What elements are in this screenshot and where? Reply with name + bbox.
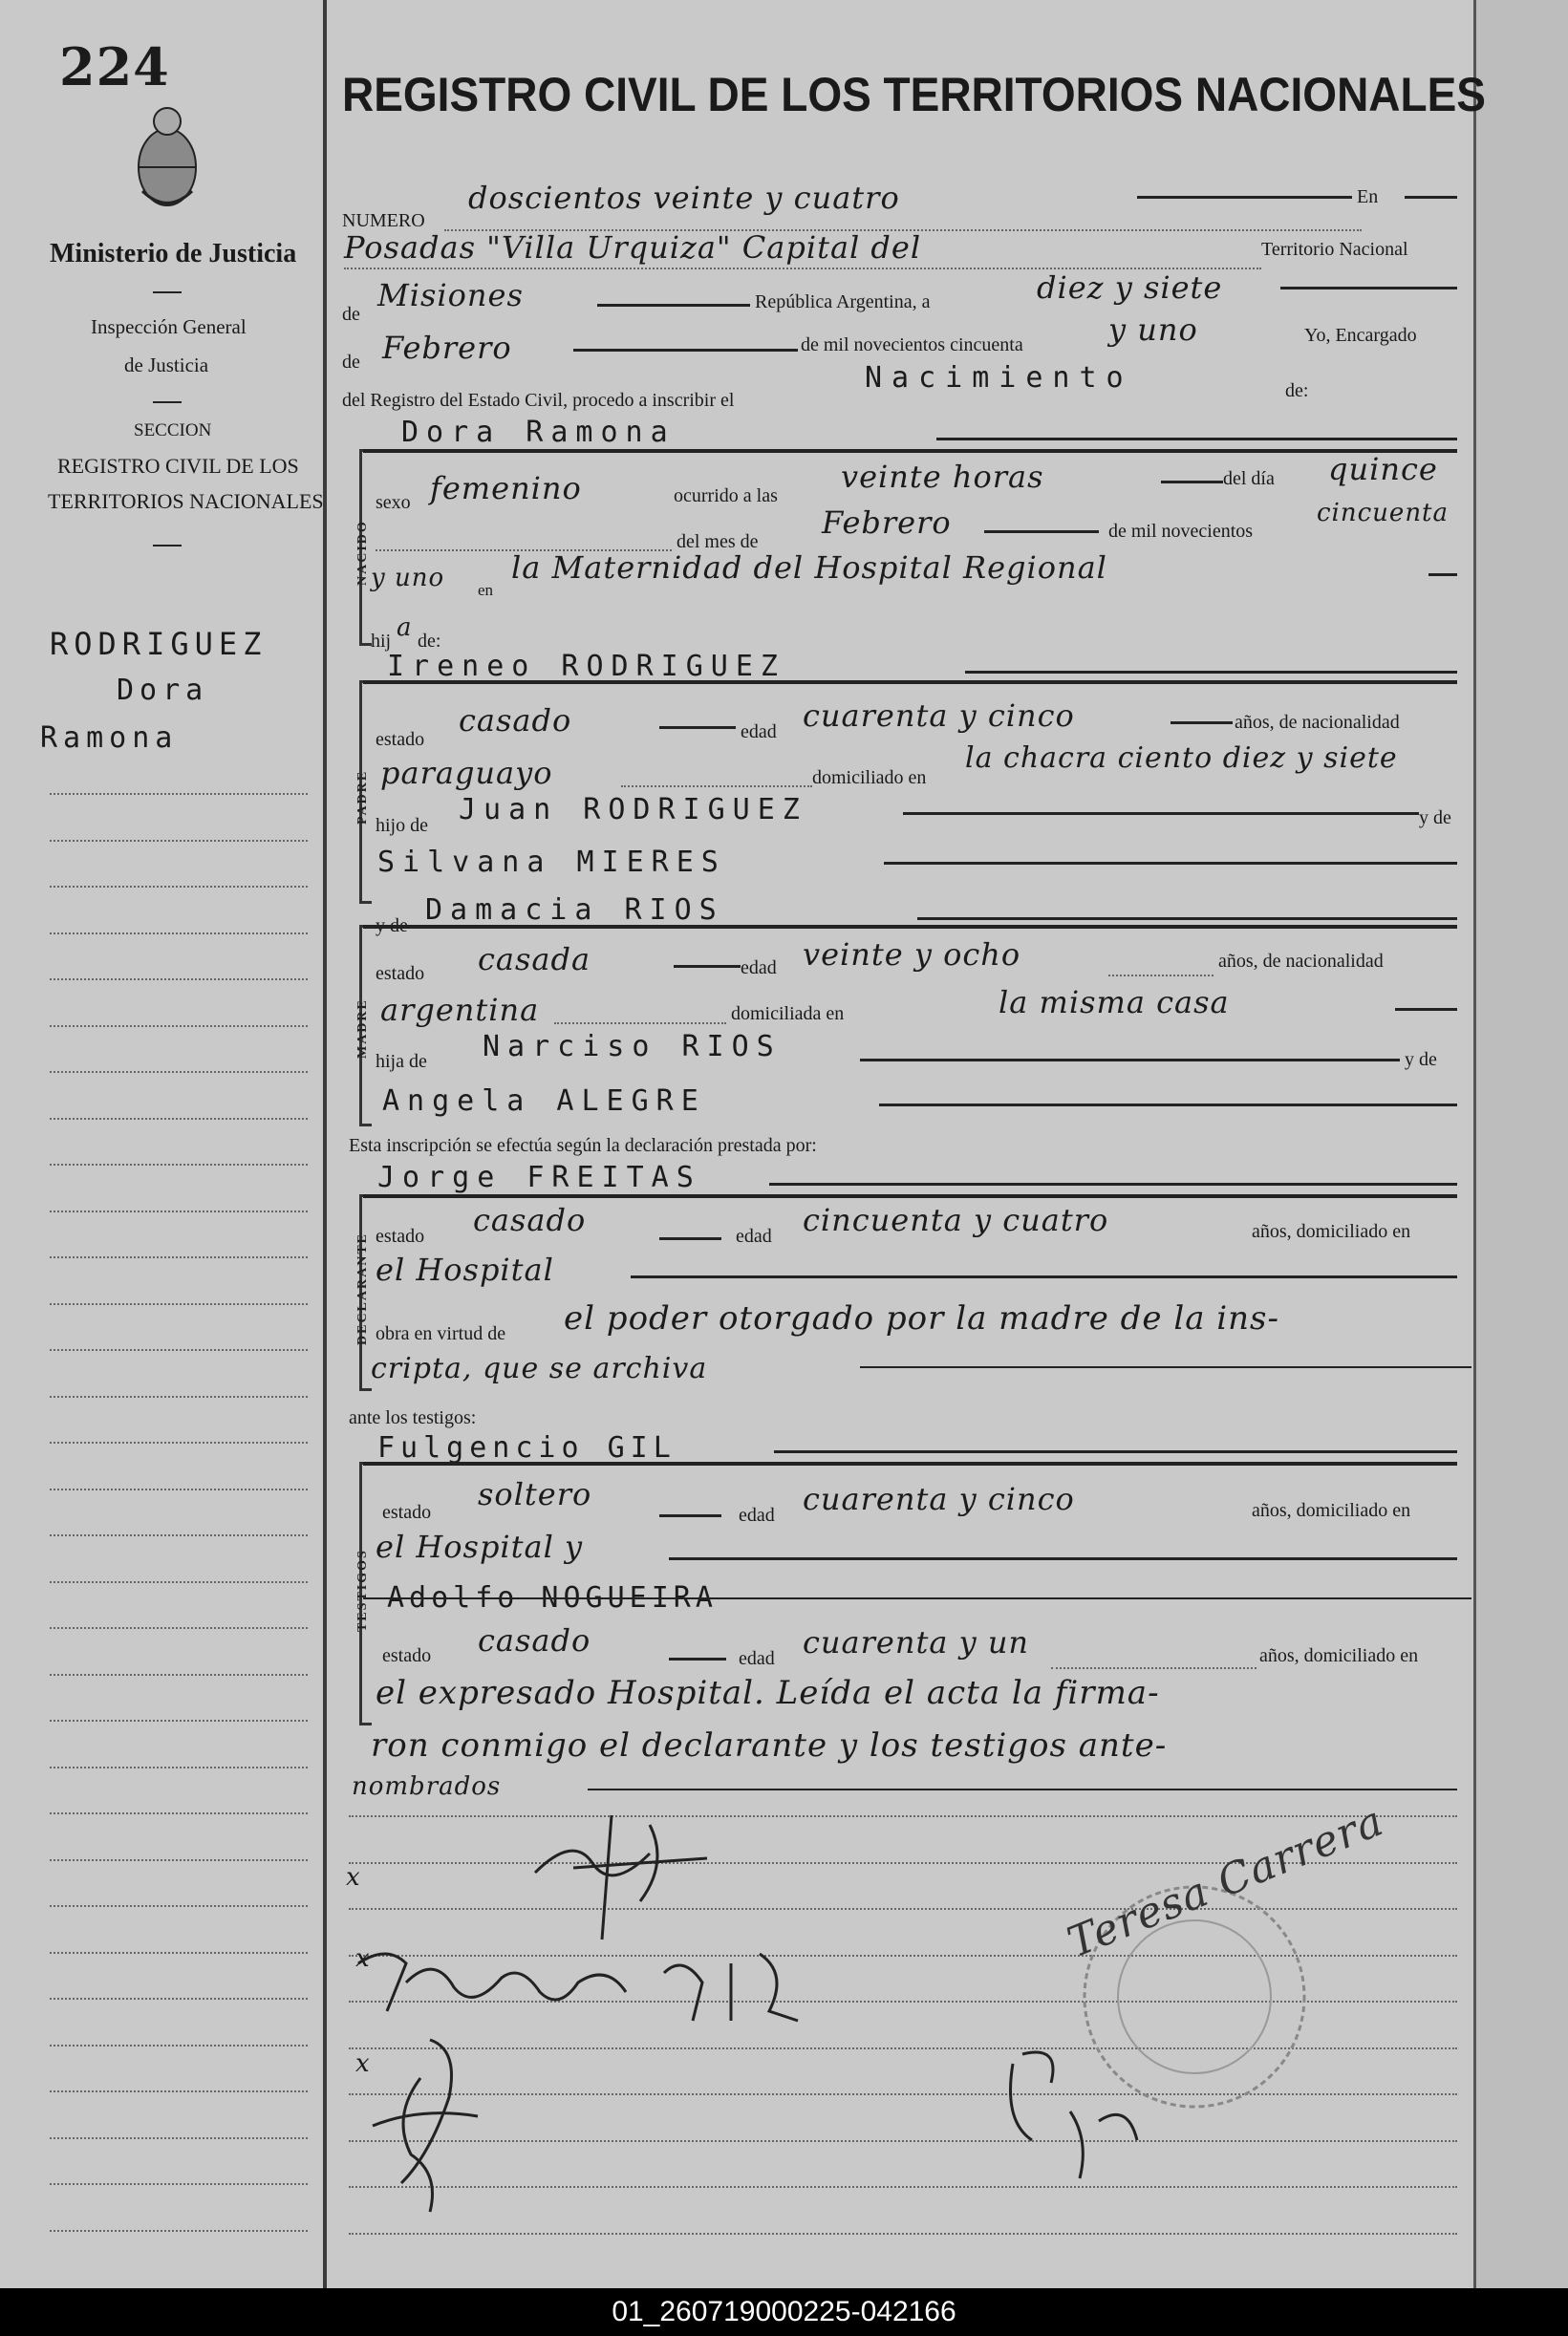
x-mark-2: x xyxy=(355,1944,371,1973)
page-title: REGISTRO CIVIL DE LOS TERRITORIOS NACIONALES xyxy=(342,68,1486,121)
abuelo-p-value: Juan RODRIGUEZ xyxy=(459,793,807,826)
section-label-2: REGISTRO CIVIL DE LOS xyxy=(57,454,299,478)
ruled-line xyxy=(349,1815,1457,1817)
ruled-line xyxy=(50,2137,308,2139)
dia-value: diez y siete xyxy=(1037,269,1223,306)
t1-dom-value: el Hospital y xyxy=(376,1529,584,1565)
hija-de-label: hija de xyxy=(376,1051,427,1072)
testigo2-value: Adolfo NOGUEIRA xyxy=(387,1581,718,1615)
ante-label: ante los testigos: xyxy=(349,1407,477,1428)
hij-suffix: a xyxy=(397,613,413,642)
rule-line xyxy=(363,449,1457,453)
hijo-de-label: hijo de xyxy=(376,815,428,836)
t2-anos-label: años, domiciliado en xyxy=(1259,1645,1419,1666)
hij-label: hij xyxy=(371,631,392,652)
testigo2-signature xyxy=(334,2021,526,2221)
fill-line xyxy=(363,1597,1471,1599)
lugar-nac-value: la Maternidad del Hospital Regional xyxy=(511,549,1107,586)
nombre-value: Dora Ramona xyxy=(401,416,676,449)
t2-estado-value: casado xyxy=(478,1622,591,1659)
fill-line xyxy=(669,1658,726,1661)
madre-edad-label: edad xyxy=(741,957,777,978)
fill-line xyxy=(631,1275,1457,1278)
testigos-label: TESTIGOS xyxy=(355,1549,370,1632)
testigo1-value: Fulgencio GIL xyxy=(377,1431,677,1465)
ruled-line xyxy=(50,840,308,842)
rule-line xyxy=(363,925,1457,929)
territorio-value: Misiones xyxy=(377,277,524,313)
del-dia-label: del día xyxy=(1223,468,1275,489)
ruled-line xyxy=(50,2230,308,2232)
fill-line xyxy=(674,965,741,968)
de-label: de xyxy=(342,304,360,325)
padre-edad-label: edad xyxy=(741,721,777,742)
anio-nac-value: cincuenta xyxy=(1317,499,1450,527)
ruled-line xyxy=(50,1534,308,1536)
fill-line xyxy=(1137,196,1352,199)
padre-estado-label: estado xyxy=(376,729,425,750)
declarante-signature xyxy=(516,1806,726,1949)
fill-line xyxy=(965,671,1457,674)
en-nac-label: en xyxy=(478,581,494,599)
index-given-2: Ramona xyxy=(40,721,179,755)
madre-nombre-value: Damacia RIOS xyxy=(425,893,724,927)
ruled-line xyxy=(50,1025,308,1027)
padre-dom-value: la chacra ciento diez y siete xyxy=(965,741,1398,775)
ruled-line xyxy=(50,1767,308,1768)
fill-line xyxy=(984,530,1099,533)
decl-estado-value: casado xyxy=(473,1202,587,1238)
sep-line xyxy=(153,401,182,403)
madre-estado-label: estado xyxy=(376,963,425,984)
numero-label: NUMERO xyxy=(342,210,425,231)
section-label-3: TERRITORIOS NACIONALES xyxy=(48,489,324,513)
madre-dom-value: la misma casa xyxy=(999,984,1230,1020)
fill-line xyxy=(659,1514,721,1517)
fill-line xyxy=(936,438,1457,440)
t1-estado-value: soltero xyxy=(478,1476,592,1512)
sexo-value: femenino xyxy=(430,470,582,506)
ruled-line xyxy=(50,1812,308,1814)
padre-anos-label: años, de nacionalidad xyxy=(1235,712,1400,733)
ruled-line xyxy=(50,1627,308,1629)
padre-dom-label: domiciliado en xyxy=(812,767,927,788)
republica-label: República Argentina, a xyxy=(755,291,931,312)
ruled-line xyxy=(50,2183,308,2185)
ruled-line xyxy=(50,1118,308,1120)
lugar-value: Posadas "Villa Urquiza" Capital del xyxy=(344,229,922,266)
rule-line xyxy=(363,1462,1457,1466)
dotted-line xyxy=(621,785,812,787)
decl-obra-value-2: cripta, que se archiva xyxy=(371,1352,708,1385)
del-mes-label: del mes de xyxy=(677,531,759,552)
ruled-line xyxy=(50,1581,308,1583)
inspection-label-2: de Justicia xyxy=(124,354,209,376)
de-mil-nac-label: de mil novecientos xyxy=(1108,521,1254,542)
ruled-line xyxy=(50,1489,308,1490)
abuela-p-value: Silvana MIERES xyxy=(377,846,726,879)
x-mark-1: x xyxy=(346,1863,361,1892)
fill-line xyxy=(1395,1008,1457,1011)
ruled-line xyxy=(50,2045,308,2047)
fill-line xyxy=(597,304,750,307)
section-label: SECCION xyxy=(134,420,212,440)
padre-label: PADRE xyxy=(355,769,370,825)
decl-anos-label: años, domiciliado en xyxy=(1252,1221,1411,1242)
ruled-line xyxy=(50,1998,308,2000)
declarante-value: Jorge FREITAS xyxy=(377,1161,701,1194)
ruled-line xyxy=(50,978,308,980)
madre-estado-value: casada xyxy=(478,941,591,977)
decl-edad-label: edad xyxy=(736,1226,772,1247)
en-label: En xyxy=(1357,186,1379,207)
ruled-line xyxy=(50,1303,308,1305)
abuelo-m-value: Narciso RIOS xyxy=(483,1030,782,1063)
fill-line xyxy=(774,1450,1457,1453)
madre-nac-value: argentina xyxy=(380,992,540,1028)
dotted-line xyxy=(1108,975,1214,976)
ocurrido-label: ocurrido a las xyxy=(674,485,778,506)
hij-de-label: de: xyxy=(418,631,441,652)
t2-edad-value: cuarenta y un xyxy=(803,1624,1030,1661)
inspection-label: Inspección General xyxy=(91,315,247,338)
sep-line xyxy=(153,291,182,293)
madre-anos-label: años, de nacionalidad xyxy=(1218,951,1384,972)
del-registro-label: del Registro del Estado Civil, procedo a inscribir el xyxy=(342,390,735,411)
dotted-line xyxy=(554,1022,726,1024)
decl-estado-label: estado xyxy=(376,1226,425,1247)
madre-y-de-label: y de xyxy=(376,915,408,936)
margin-divider xyxy=(323,0,327,2288)
decl-obra-value: el poder otorgado por la madre de la ins- xyxy=(564,1299,1279,1338)
fill-line xyxy=(669,1557,1457,1560)
hora-value: veinte horas xyxy=(841,459,1044,495)
fill-line xyxy=(659,1237,721,1240)
ruled-line xyxy=(50,793,308,795)
ruled-line xyxy=(50,1256,308,1258)
mes-nac-value: Febrero xyxy=(822,504,952,541)
mes-value: Febrero xyxy=(382,330,512,366)
registrar-initials xyxy=(994,2025,1185,2197)
fill-line xyxy=(1161,481,1223,483)
fill-line xyxy=(879,1104,1457,1106)
ruled-line xyxy=(50,1396,308,1398)
anio-value: y uno xyxy=(1108,311,1198,348)
rule-line xyxy=(363,680,1457,684)
madre-edad-value: veinte y ocho xyxy=(803,936,1021,973)
fill-line xyxy=(769,1183,1457,1186)
nacido-label: NACIDO xyxy=(355,520,370,586)
page-edge xyxy=(1473,0,1568,2288)
t2-estado-label: estado xyxy=(382,1645,432,1666)
fill-line xyxy=(1428,573,1457,576)
ministry-label: Ministerio de Justicia xyxy=(50,239,297,268)
coat-of-arms-icon xyxy=(129,100,205,215)
registrar-signature: Teresa Carrera xyxy=(1061,1796,1391,1968)
x-mark-3: x xyxy=(355,2049,371,2078)
de-mil-label: de mil novecientos cincuenta xyxy=(801,334,1023,355)
madre-dom-label: domiciliada en xyxy=(731,1003,845,1024)
t1-edad-label: edad xyxy=(739,1505,775,1526)
padre-nombre-value: Ireneo RODRIGUEZ xyxy=(387,650,785,683)
anio-nac-value-2: y uno xyxy=(371,564,445,592)
madre-label: MADRE xyxy=(355,998,370,1059)
fill-line xyxy=(1171,721,1233,724)
t1-edad-value: cuarenta y cinco xyxy=(803,1481,1075,1517)
ruled-line xyxy=(50,1211,308,1212)
yo-encargado-label: Yo, Encargado xyxy=(1304,325,1417,346)
fill-line xyxy=(573,349,798,352)
y-de-label: y de xyxy=(1419,807,1451,828)
ruled-line xyxy=(50,932,308,934)
dia-nac-value: quince xyxy=(1328,451,1438,487)
decl-edad-value: cincuenta y cuatro xyxy=(803,1202,1109,1238)
ruled-line xyxy=(50,1952,308,1954)
padre-estado-value: casado xyxy=(459,702,572,739)
declarante-label: DECLARANTE xyxy=(355,1232,370,1345)
sep-line xyxy=(153,545,182,546)
cierre-1-value: ron conmigo el declarante y los testigos ante- xyxy=(371,1726,1168,1765)
fill-line xyxy=(860,1366,1471,1368)
t1-estado-label: estado xyxy=(382,1502,432,1523)
fill-line xyxy=(1280,287,1457,289)
rule-line xyxy=(363,1194,1457,1198)
ruled-line xyxy=(50,2090,308,2092)
fill-line xyxy=(860,1059,1400,1061)
territorio-label: Territorio Nacional xyxy=(1261,239,1408,260)
sexo-label: sexo xyxy=(376,492,411,513)
index-surname: RODRIGUEZ xyxy=(50,626,268,662)
ruled-line xyxy=(50,1674,308,1676)
abuela-m-value: Angela ALEGRE xyxy=(382,1084,706,1118)
fill-line xyxy=(659,726,736,729)
de-label-2: de xyxy=(342,352,360,373)
acto-value: Nacimiento xyxy=(865,361,1133,395)
fill-line xyxy=(1405,196,1457,199)
ruled-line xyxy=(50,1442,308,1444)
padre-edad-value: cuarenta y cinco xyxy=(803,697,1075,734)
esta-inscripcion-label: Esta inscripción se efectúa según la declaración prestada por: xyxy=(349,1135,817,1156)
cierre-2-value: nombrados xyxy=(352,1772,502,1801)
t2-edad-label: edad xyxy=(739,1648,775,1669)
ruled-line xyxy=(50,1071,308,1073)
numero-value: doscientos veinte y cuatro xyxy=(468,180,900,216)
y-de-label-2: y de xyxy=(1405,1049,1437,1070)
ruled-line xyxy=(50,1349,308,1351)
ruled-line xyxy=(349,2233,1457,2235)
t1-anos-label: años, domiciliado en xyxy=(1252,1500,1411,1521)
ruled-line xyxy=(50,1905,308,1907)
obra-label: obra en virtud de xyxy=(376,1323,506,1344)
decl-dom-value: el Hospital xyxy=(376,1252,554,1288)
image-id-footer: 01_260719000225-042166 xyxy=(0,2288,1568,2336)
page-number: 224 xyxy=(59,36,170,97)
fill-line xyxy=(588,1789,1457,1790)
fill-line xyxy=(917,917,1457,920)
dotted-line xyxy=(1051,1667,1257,1669)
index-given-1: Dora xyxy=(117,674,209,707)
ruled-line xyxy=(50,886,308,888)
t2-dom-value: el expresado Hospital. Leída el acta la firma- xyxy=(376,1674,1160,1712)
fill-line xyxy=(903,812,1419,815)
de-colon-label: de: xyxy=(1285,380,1309,401)
ruled-line xyxy=(50,1859,308,1861)
fill-line xyxy=(884,862,1457,865)
ruled-line xyxy=(50,1164,308,1166)
padre-nac-value: paraguayo xyxy=(380,755,553,791)
ruled-line xyxy=(50,1720,308,1722)
